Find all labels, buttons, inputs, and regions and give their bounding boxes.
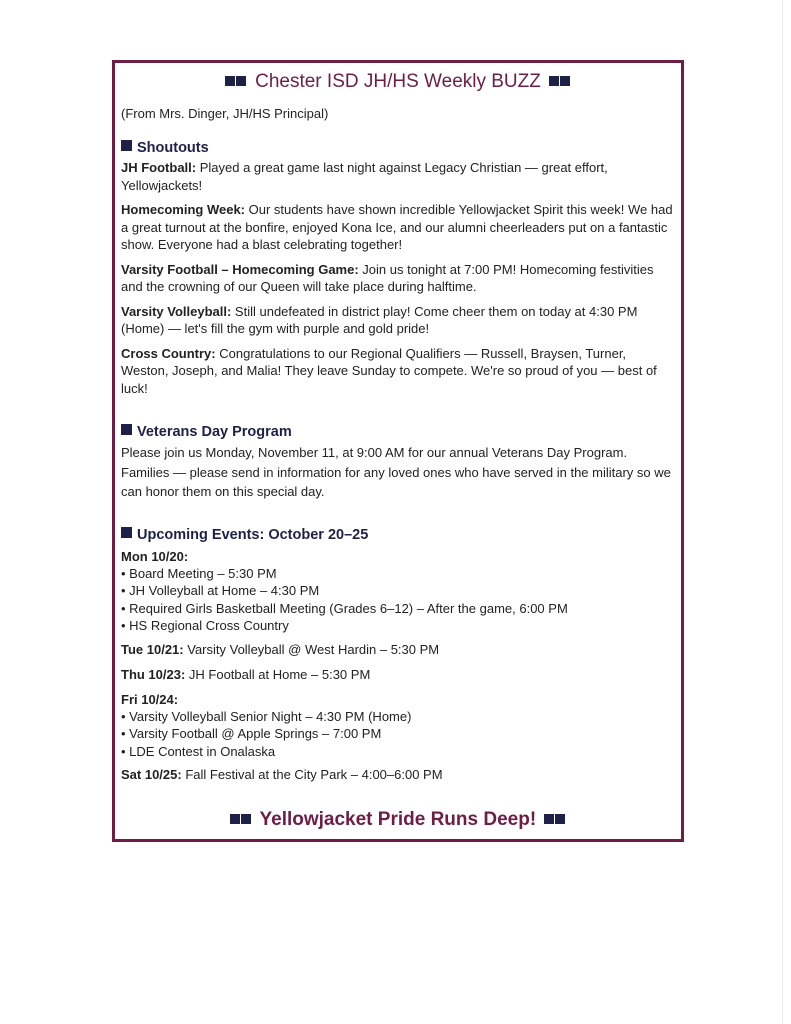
event-item: • Required Girls Basketball Meeting (Grades 6–12) – After the game, 6:00 PM — [121, 600, 568, 616]
event-item: • Varsity Volleyball Senior Night – 4:30 PM (Home) — [121, 708, 412, 724]
event-item: • Board Meeting – 5:30 PM — [121, 565, 277, 581]
square-bullet-icon — [121, 424, 132, 435]
event-day: Tue 10/21: Varsity Volleyball @ West Hardin – 5:30 PM — [121, 641, 440, 657]
veterans-text: Please join us Monday, November 11, at 9:00 AM for our annual Veterans Day Program. Families — please send in information for any loved ones who have served in the military so we can honor them on this special day. — [121, 445, 671, 499]
square-icon-pair — [544, 807, 566, 833]
footer-slogan — [115, 807, 681, 833]
square-icon-pair — [549, 68, 571, 96]
event-item: • HS Regional Cross Country — [121, 618, 289, 633]
event-list — [121, 708, 675, 761]
event-item: • LDE Contest in Onalaska — [121, 743, 276, 759]
square-bullet-icon — [121, 140, 132, 151]
square-bullet-icon — [121, 527, 132, 538]
event-list — [121, 565, 675, 635]
event-day: Sat 10/25: Fall Festival at the City Park – 4:00–6:00 PM — [121, 767, 443, 782]
section-heading-shoutouts: Shoutouts — [121, 139, 675, 157]
event-item: • Varsity Football @ Apple Springs – 7:00 PM — [121, 726, 382, 741]
event-day: Thu 10/23: JH Football at Home – 5:30 PM — [121, 666, 371, 682]
page-edge — [782, 0, 783, 1024]
event-day-label: Mon 10/20: — [121, 548, 189, 564]
shoutout-item: Varsity Volleyball: Still undefeated in district play! Come cheer them on today at 4:30 PM (Home) — let's fill the gym with purple and gold pride! — [121, 303, 638, 336]
event-item: • JH Volleyball at Home – 4:30 PM — [121, 583, 320, 598]
event-day-label: Fri 10/24: — [121, 691, 179, 707]
section-heading-veterans: Veterans Day Program — [121, 423, 675, 441]
shoutout-item: Varsity Football – Homecoming Game: Join us tonight at 7:00 PM! Homecoming festivities and the crowning of our Queen will take place during halftime. — [121, 261, 654, 294]
shoutout-item: JH Football: Played a great game last night against Legacy Christian — great effort, Yellowjackets! — [121, 160, 608, 193]
newsletter-title — [121, 68, 675, 96]
square-icon-pair — [230, 807, 252, 833]
footer-text: Yellowjacket Pride Runs Deep! — [259, 809, 537, 830]
byline: (From Mrs. Dinger, JH/HS Principal) — [121, 106, 329, 121]
section-heading-events: Upcoming Events: October 20–25 — [121, 526, 675, 544]
newsletter-frame — [112, 60, 684, 842]
square-icon-pair — [225, 68, 247, 96]
title-text: Chester ISD JH/HS Weekly BUZZ — [255, 71, 541, 92]
shoutout-item: Homecoming Week: Our students have shown incredible Yellowjacket Spirit this week! We had a great turnout at the bonfire, enjoyed Kona Ice, and our alumni cheerleaders put on a fantastic show. Everyone had a blast celebrating together! — [121, 202, 673, 252]
shoutout-item: Cross Country: Congratulations to our Regional Qualifiers — Russell, Braysen, Turner, Weston, Joseph, and Malia! They leave Sunday to compete. We're so proud of you — best of luck! — [121, 345, 657, 396]
